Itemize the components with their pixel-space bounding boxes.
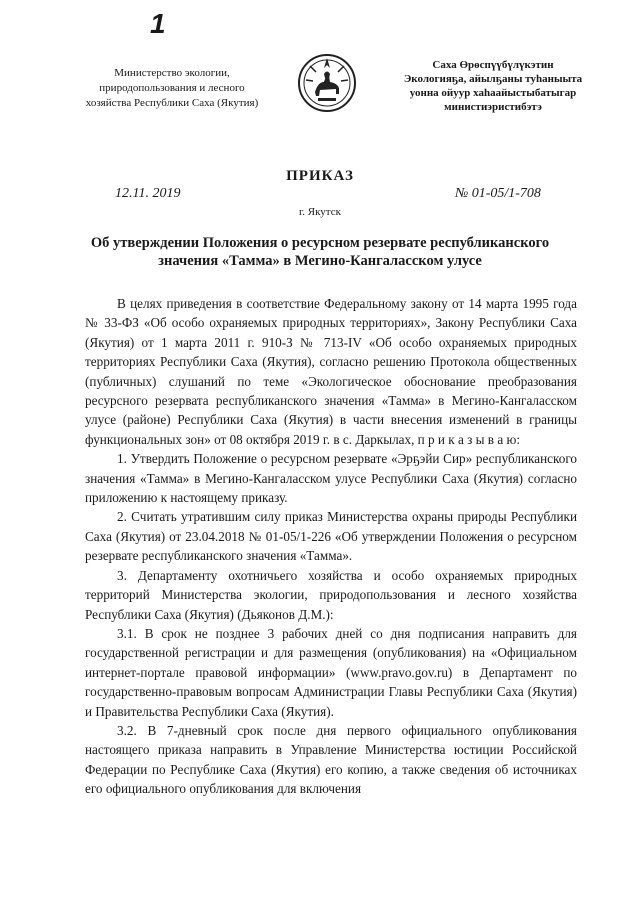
document-title: ПРИКАЗ [286, 168, 354, 184]
order-city: г. Якутск [299, 206, 341, 218]
order-number: № 01-05/1-708 [455, 186, 541, 201]
ministry-line: Экологияҕа, айылҕаны туһаныыта [403, 73, 583, 85]
clause-2: 2. Считать утратившим силу приказ Министерства охраны природы Республики Саха (Якутия) от 23.04.2018 № 01-05/1-226 «Об утверждении Положения о ресурсном резервате республиканского значения «Тамма». [85, 509, 577, 564]
ministry-name-yakut [378, 58, 608, 114]
coat-of-arms-emblem [296, 52, 358, 114]
order-body [85, 294, 577, 799]
order-subject: Об утверждении Положения о ресурсном резервате республиканского значения «Тамма» в Мегино-Кангаласском улусе [90, 235, 550, 269]
ministry-name-russian [72, 66, 272, 111]
clause-3-1: 3.1. В срок не позднее 3 рабочих дней со дня подписания направить для государственной регистрации и для размещения (опубликования) на «Официальном интернет-портале правовой информации» (www.pravo.gov.ru) в Департамент по государственно-правовым вопросам Администрации Главы Республики Саха (Якутия) и Правительства Республики Саха (Якутия). [85, 625, 577, 719]
clause-3: 3. Департаменту охотничьего хозяйства и особо охраняемых природных территорий Министерства экологии, природопользования и лесного хозяйства Республики Саха (Якутия) (Дьяконов Д.М.): [85, 567, 577, 622]
order-date: 12.11. 2019 [115, 186, 181, 201]
ministry-line: природопользования и лесного [99, 82, 245, 94]
ministry-line: Саха Өрөспүүбүлүкэтин [432, 59, 554, 71]
clause-3-2: 3.2. В 7-дневный срок после дня первого официального опубликования настоящего приказа направить в Управление Министерства юстиции Российской Федерации по Республике Саха (Якутия) его копию, а также сведения об источниках его официального опубликования для включения [85, 722, 577, 797]
clause-1: 1. Утвердить Положение о ресурсном резервате «Эрҕэйи Сир» республиканского значения «Тамма» в Мегино-Кангаласском улусе Республики Саха (Якутия) согласно приложению к настоящему приказу. [85, 451, 577, 506]
ministry-line: уонна ойуур хаһаайыстыбатыгар [409, 87, 577, 99]
ministry-line: хозяйства Республики Саха (Якутия) [85, 97, 259, 109]
ministry-line: Министерство экологии, [114, 67, 230, 79]
preamble-paragraph: В целях приведения в соответствие Федеральному закону от 14 марта 1995 года № 33-ФЗ «Об особо охраняемых природных территориях», Закону Республики Саха (Якутия) от 1 марта 2011 г. 910-З № 713-IV «Об особо охраняемых природных территориях Республики Саха (Якутия), согласно решению Протокола общественных (публичных) слушаний по теме «Экологическое обоснование преобразования ресурсного резервата республиканского значения «Тамма» в Мегино-Кангаласском улусе (районе) Республики Саха (Якутия) в части внесения изменений в границы функциональных зон» от 08 октября 2019 г. в с. Даркылах, п р и к а з ы в а ю: [85, 296, 577, 447]
page-number: 1 [150, 8, 166, 39]
ministry-line: министиэристибэтэ [444, 101, 542, 113]
